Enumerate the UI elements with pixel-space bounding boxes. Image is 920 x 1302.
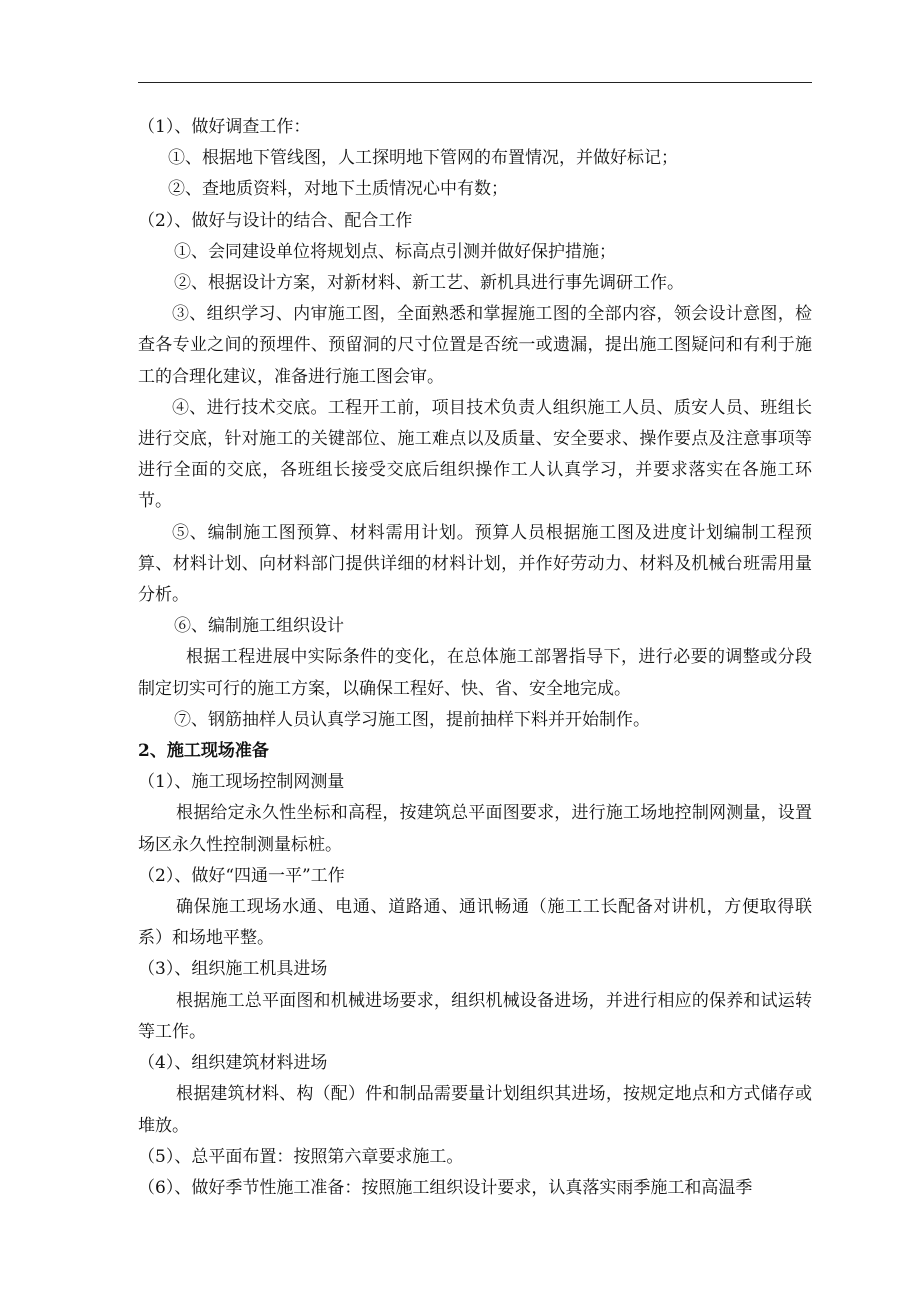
body-paragraph: 确保施工现场水通、电通、道路通、通讯畅通（施工工长配备对讲机，方便取得联系）和场地平整。 (138, 897, 812, 949)
section-heading: 2、施工现场准备 (138, 741, 269, 762)
body-paragraph: 根据给定永久性坐标和高程，按建筑总平面图要求，进行施工场地控制网测量，设置场区永久性控制测量标桩。 (138, 803, 812, 855)
sub-item-1: ①、会同建设单位将规划点、标高点引测并做好保护措施； (174, 241, 616, 262)
section-item-5: （5）、总平面布置：按照第六章要求施工。 (138, 1146, 464, 1167)
section-item-1: （1）、做好调查工作： (138, 117, 311, 137)
section-item-2: （2）、做好“四通一平”工作 (138, 865, 345, 886)
body-text (138, 112, 812, 1204)
sub-item-3: ③、组织学习、内审施工图，全面熟悉和掌握施工图的全部内容，领会设计意图，检查各专业之间的预埋件、预留洞的尺寸位置是否统一或遗漏，提出施工图疑问和有利于施工的合理化建议，准备进行施工图会审。 (138, 304, 812, 387)
body-paragraph: 根据工程进展中实际条件的变化，在总体施工部署指导下，进行必要的调整或分段制定切实可行的施工方案，以确保工程好、快、省、安全地完成。 (138, 647, 812, 699)
section-item-6: （6）、做好季节性施工准备：按照施工组织设计要求，认真落实雨季施工和高温季 (138, 1177, 753, 1198)
section-item-3: （3）、组织施工机具进场 (138, 959, 328, 980)
section-item-1: （1）、施工现场控制网测量 (138, 772, 345, 793)
section-item-2: （2）、做好与设计的结合、配合工作 (138, 210, 413, 231)
sub-item-2: ②、根据设计方案，对新材料、新工艺、新机具进行事先调研工作。 (174, 273, 684, 294)
sub-item-6: ⑥、编制施工组织设计 (174, 616, 344, 637)
body-paragraph: 根据施工总平面图和机械进场要求，组织机械设备进场，并进行相应的保养和试运转等工作。 (138, 990, 812, 1042)
sub-item-5: ⑤、编制施工图预算、材料需用计划。预算人员根据施工图及进度计划编制工程预算、材料计划、向材料部门提供详细的材料计划，并作好劳动力、材料及机械台班需用量分析。 (138, 522, 812, 606)
body-paragraph: 根据建筑材料、构（配）件和制品需要量计划组织其进场，按规定地点和方式储存或堆放。 (138, 1084, 812, 1136)
header-rule (138, 82, 812, 83)
sub-item-7: ⑦、钢筋抽样人员认真学习施工图，提前抽样下料并开始制作。 (174, 709, 650, 730)
section-item-4: （4）、组织建筑材料进场 (138, 1053, 328, 1074)
sub-item-1: ①、根据地下管线图，人工探明地下管网的布置情况，并做好标记； (168, 148, 678, 169)
sub-item-4: ④、进行技术交底。工程开工前，项目技术负责人组织施工人员、质安人员、班组长进行交底，针对施工的关键部位、施工难点以及质量、安全要求、操作要点及注意事项等进行全面的交底，各班组长接受交底后组织操作工人认真学习，并要求落实在各施工环节。 (138, 397, 812, 512)
sub-item-2: ②、查地质资料，对地下土质情况心中有数； (168, 179, 508, 200)
